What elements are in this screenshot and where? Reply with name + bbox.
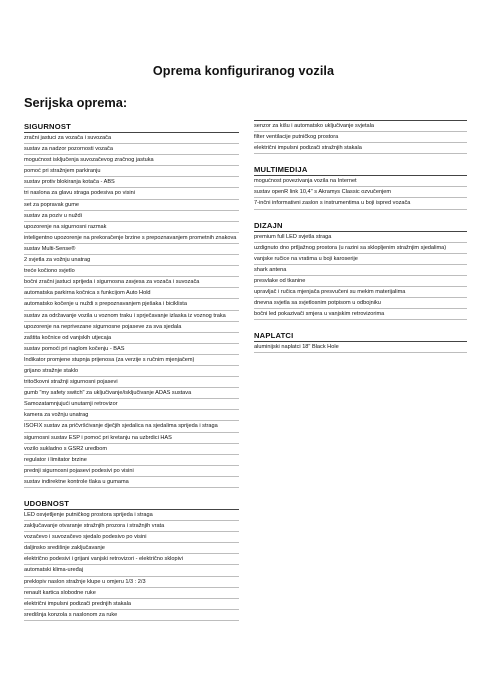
equipment-item: automatski klima-uređaj — [24, 565, 239, 576]
section-gap — [24, 488, 239, 497]
equipment-item: zaključavanje otvaranje stražnjih prozora i stražnjih vrata — [24, 521, 239, 532]
right-column — [254, 120, 467, 353]
equipment-item: sustav za poziv u nuždi — [24, 211, 239, 222]
equipment-item: ISOFIX sustav za pričvršćivanje dječjih sjedalica na sjedalima sprijeda i straga — [24, 421, 239, 432]
equipment-item: uzdignuto dno prtljažnog prostora (u razini sa sklopljenim stražnjim sjedalima) — [254, 243, 467, 254]
equipment-item: vozilo sukladno s GSR2 uredbom — [24, 444, 239, 455]
section-heading: SIGURNOST — [24, 120, 239, 133]
equipment-item: sustav Multi-Sense® — [24, 244, 239, 255]
equipment-item: električni impulsni podizači stražnjih stakala — [254, 143, 467, 154]
equipment-item: sustav pomoći pri naglom kočenju - BAS — [24, 344, 239, 355]
equipment-item: mogućnost povezivanja vozila na Internet — [254, 176, 467, 187]
equipment-item: senzor za kišu i automatsko uključivanje svjetala — [254, 121, 467, 132]
equipment-item: upozorenje na neprivezane sigurnosne pojaseve za sva sjedala — [24, 322, 239, 333]
equipment-item: središnja konzola s naslonom za ruke — [24, 610, 239, 621]
section-continued — [254, 120, 467, 154]
equipment-item: treće kočiono svjetlo — [24, 266, 239, 277]
equipment-item: sustav za održavanje vozila u voznom traku i sprječavanje izlaska iz voznog traka — [24, 311, 239, 322]
equipment-item: sigurnosni sustav ESP i pomoć pri kretanju na uzbrdici HAS — [24, 433, 239, 444]
equipment-item: preklopiv naslon stražnje klupe u omjeru 1/3 : 2/3 — [24, 577, 239, 588]
equipment-item: vanjske ručice na vratima u boji karoserije — [254, 254, 467, 265]
equipment-item: upozorenje na sigurnosni razmak — [24, 222, 239, 233]
equipment-item: 7-inčni informativni zaslon s instrumentima u boji ispred vozača — [254, 198, 467, 209]
section-udobnost — [24, 497, 239, 621]
equipment-item: LED osvjetljenje putničkog prostora sprijeda i straga — [24, 510, 239, 521]
equipment-item: inteligentno upozorenje na prekoračenje brzine s prepoznavanjem prometnih znakova — [24, 233, 239, 244]
section-heading: NAPLATCI — [254, 329, 467, 342]
equipment-item: set za popravak gume — [24, 200, 239, 211]
equipment-item: kamera za vožnju unatrag — [24, 410, 239, 421]
equipment-item: pomoć pri stražnjem parkiranju — [24, 166, 239, 177]
equipment-item: automatsko kočenje u nuždi s prepoznavanjem pješaka i biciklista — [24, 299, 239, 310]
section-sigurnost — [24, 120, 239, 488]
equipment-item: dnevna svjetla sa svjetlosnim potpisom u odbojniku — [254, 298, 467, 309]
equipment-item: zračni jastuci za vozača i suvozača — [24, 133, 239, 144]
equipment-item: Indikator promjene stupnja prijenosa (za verzije s ručnim mjenjačem) — [24, 355, 239, 366]
section-naplatci — [254, 329, 467, 353]
equipment-item: zaštita kočnice od vanjskih utjecaja — [24, 333, 239, 344]
section-multimedija — [254, 163, 467, 209]
section-gap — [254, 320, 467, 329]
page-subtitle: Serijska oprema: — [24, 95, 128, 110]
equipment-item: grijano stražnje staklo — [24, 366, 239, 377]
page-title: Oprema konfiguriranog vozila — [152, 64, 335, 78]
equipment-item: bočni led pokazivači smjera u vanjskim retrovizorima — [254, 309, 467, 320]
equipment-item: sustav za nadzor pozornosti vozača — [24, 144, 239, 155]
equipment-item: renault kartica slobodne ruke — [24, 588, 239, 599]
equipment-item: prednji sigurnosni pojasevi podesivi po visini — [24, 466, 239, 477]
equipment-item: električno podesivi i grijani vanjski retrovizori - električno sklopivi — [24, 554, 239, 565]
equipment-item: gumb "my safety switch" za uključivanje/isključivanje ADAS sustava — [24, 388, 239, 399]
left-column — [24, 120, 239, 621]
equipment-item: shark antena — [254, 265, 467, 276]
equipment-item: tri naslona za glavu straga podesiva po visini — [24, 188, 239, 199]
equipment-item: filter ventilacije putničkog prostora — [254, 132, 467, 143]
equipment-item: vozačevo i suvozačevo sjedalo podesivo po visini — [24, 532, 239, 543]
section-dizajn — [254, 219, 467, 321]
equipment-item: regulator i limitator brzine — [24, 455, 239, 466]
section-heading: MULTIMEDIJA — [254, 163, 467, 176]
equipment-item: tritočkovni stražnji sigurnosni pojasevi — [24, 377, 239, 388]
section-gap — [254, 210, 467, 219]
equipment-item: aluminijski naplatci 18" Black Hole — [254, 342, 467, 353]
section-heading: UDOBNOST — [24, 497, 239, 510]
equipment-item: sustav openR link 10,4'' s Akramys Classic ozvučenjem — [254, 187, 467, 198]
equipment-item: upravljač i ručica mjenjača presvučeni su mekim materijalima — [254, 287, 467, 298]
equipment-item: sustav protiv blokiranja kotača - ABS — [24, 177, 239, 188]
section-gap — [254, 154, 467, 163]
equipment-item: daljinsko središnje zaključavanje — [24, 543, 239, 554]
equipment-item: električni impulsni podizači prednjih stakala — [24, 599, 239, 610]
section-heading: DIZAJN — [254, 219, 467, 232]
equipment-item: presvlake od tkanine — [254, 276, 467, 287]
equipment-item: premium full LED svjetla straga — [254, 232, 467, 243]
equipment-item: mogućnost isključenja suvozačevog zračnog jastuka — [24, 155, 239, 166]
equipment-item: bočni zračni jastuci sprijeda i sigurnosna zavjesa za vozača i suvozača — [24, 277, 239, 288]
equipment-item: 2 svjetla za vožnju unatrag — [24, 255, 239, 266]
equipment-item: automatska parkirna kočnica s funkcijom Auto Hold — [24, 288, 239, 299]
equipment-item: Samozatamnjujući unutarnji retrovizor — [24, 399, 239, 410]
equipment-item: sustav indirektne kontrole tlaka u gumama — [24, 477, 239, 488]
